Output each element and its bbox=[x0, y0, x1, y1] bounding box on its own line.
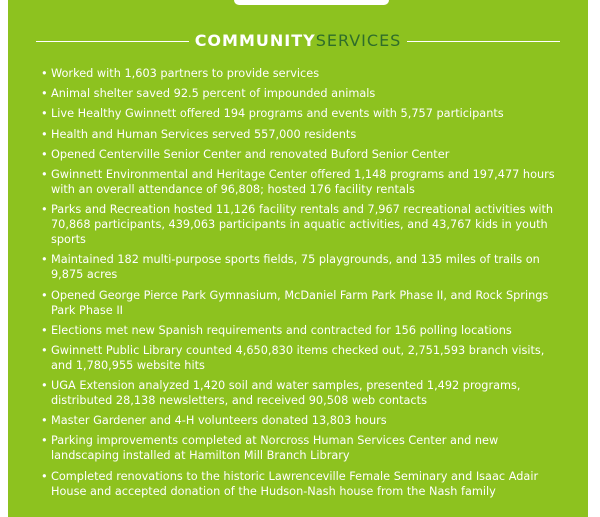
list-item-text: Live Healthy Gwinnett offered 194 programs and events with 5,757 participants bbox=[51, 107, 504, 121]
list-item-text: UGA Extension analyzed 1,420 soil and water samples, presented 1,492 programs, distributed 28,138 newsletters, and received 90,508 web contacts bbox=[51, 379, 521, 408]
bullet-icon: • bbox=[41, 469, 48, 483]
services-list bbox=[41, 66, 561, 504]
list-item-text: Parks and Recreation hosted 11,126 facility rentals and 7,967 recreational activities with 70,868 participants, 439,063 participants in aquatic activities, and 43,767 kids in youth sports bbox=[51, 203, 554, 247]
bullet-icon: • bbox=[41, 323, 48, 337]
bullet-icon: • bbox=[41, 434, 48, 448]
heading-rule-right bbox=[407, 41, 560, 42]
section-title-services: SERVICES bbox=[315, 31, 402, 50]
list-item bbox=[41, 413, 561, 428]
list-item bbox=[41, 127, 561, 142]
community-services-panel bbox=[8, 0, 588, 517]
list-item-text: Health and Human Services served 557,000 residents bbox=[51, 127, 357, 141]
list-item-text: Master Gardener and 4-H volunteers donated 13,803 hours bbox=[51, 414, 387, 428]
list-item bbox=[41, 202, 561, 247]
section-title-community: COMMUNITY bbox=[194, 31, 316, 50]
bullet-icon: • bbox=[41, 253, 48, 267]
list-item-text: Elections met new Spanish requirements and contracted for 156 polling locations bbox=[51, 323, 512, 337]
bullet-icon: • bbox=[41, 379, 48, 393]
list-item-text: Gwinnett Public Library counted 4,650,830 items checked out, 2,751,593 branch visits, and 1,780,955 website hits bbox=[51, 343, 545, 372]
top-tab-decoration bbox=[234, 0, 389, 5]
bullet-icon: • bbox=[41, 87, 48, 101]
bullet-icon: • bbox=[41, 67, 48, 80]
list-item bbox=[41, 343, 561, 373]
bullet-icon: • bbox=[41, 107, 48, 121]
list-item bbox=[41, 106, 561, 121]
bullet-icon: • bbox=[41, 127, 48, 141]
list-item bbox=[41, 323, 561, 338]
list-item bbox=[41, 147, 561, 162]
bullet-icon: • bbox=[41, 167, 48, 181]
list-item-text: Opened Centerville Senior Center and renovated Buford Senior Center bbox=[51, 147, 450, 161]
heading-rule-left bbox=[36, 41, 189, 42]
list-item bbox=[41, 86, 561, 101]
list-item bbox=[41, 469, 561, 499]
bullet-icon: • bbox=[41, 414, 48, 428]
bullet-icon: • bbox=[41, 288, 48, 302]
list-item-text: Worked with 1,603 partners to provide services bbox=[51, 67, 320, 80]
list-item-text: Maintained 182 multi-purpose sports fields, 75 playgrounds, and 135 miles of trails on 9,875 acres bbox=[51, 253, 540, 282]
list-item bbox=[41, 378, 561, 408]
bullet-icon: • bbox=[41, 343, 48, 357]
section-title bbox=[189, 30, 408, 52]
section-heading bbox=[36, 30, 560, 52]
list-item-text: Gwinnett Environmental and Heritage Center offered 1,148 programs and 197,477 hours with an overall attendance of 96,808; hosted 176 facility rentals bbox=[51, 167, 555, 196]
list-item bbox=[41, 288, 561, 318]
list-item bbox=[41, 167, 561, 197]
list-item bbox=[41, 252, 561, 282]
bullet-icon: • bbox=[41, 203, 48, 217]
list-item-text: Parking improvements completed at Norcross Human Services Center and new landscaping installed at Hamilton Mill Branch Library bbox=[51, 434, 499, 463]
list-item-text: Completed renovations to the historic Lawrenceville Female Seminary and Isaac Adair House and accepted donation of the Hudson-Nash house from the Nash family bbox=[51, 469, 539, 498]
list-item-text: Animal shelter saved 92.5 percent of impounded animals bbox=[51, 87, 376, 101]
list-item bbox=[41, 433, 561, 463]
list-item-text: Opened George Pierce Park Gymnasium, McDaniel Farm Park Phase II, and Rock Springs Park Phase II bbox=[51, 288, 549, 317]
list-item bbox=[41, 66, 561, 81]
bullet-icon: • bbox=[41, 147, 48, 161]
